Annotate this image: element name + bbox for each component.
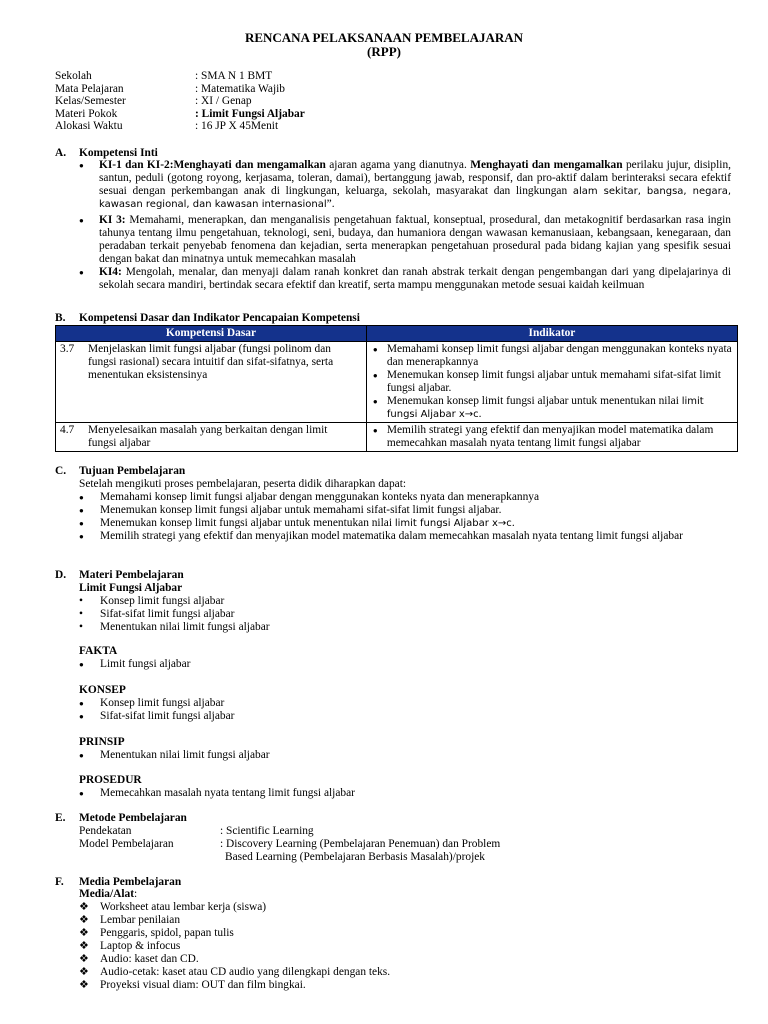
identity-row-alokasi: Alokasi Waktu : 16 JP X 45Menit [55,120,279,132]
ki-3-item: ● KI 3: Memahami, menerapkan, dan menganalisis pengetahuan faktual, konseptual, prosedural, dan metakognitif berdasarkan rasa ingin tahunya tentang ilmu pengetahuan, teknologi, seni, budaya, dan humaniora dengan wawasan kemanusiaan, kebangsaan, kenegaraan, dan peradaban terkait penyebab fenomena dan kejadian, serta menerapkan pengetahuan prosedural pada bidang kajian yang spesifik sesuai dengan bakat dan minatnya untuk memecahkan masalah [79,214,731,266]
list-item: ● Menentukan nilai limit fungsi aljabar [79,749,739,762]
materi-subhead: Limit Fungsi Aljabar [79,582,183,594]
media-block [79,888,739,992]
list-item: ● Memilih strategi yang efektif dan menyajikan model matematika dalam memecahkan masalah nyata tentang limit fungsi aljabar [79,530,739,543]
list-item: ❖ Laptop & infocus [79,940,739,953]
list-item: • Sifat-sifat limit fungsi aljabar [79,608,739,621]
section-d-heading: D. Materi Pembelajaran [55,569,184,581]
metode-row-model-cont: Based Learning (Pembelajaran Berbasis Masalah)/projek [225,851,485,863]
list-item: ❖ Worksheet atau lembar kerja (siswa) [79,901,739,914]
section-c-heading: C. Tujuan Pembelajaran [55,465,186,477]
list-item: • Menentukan nilai limit fungsi aljabar [79,621,739,634]
prinsip-heading: PRINSIP [79,736,125,748]
kd-indikator-table [55,325,738,452]
ki-1-2-item: ● KI-1 dan KI-2:Menghayati dan mengamalkan ajaran agama yang dianutnya. Menghayati dan mengamalkan perilaku jujur, disiplin, santun, peduli (gotong royong, kerjasama, toleran, damai), bertanggung jawab, responsif, dan pro-aktif dalam berinteraksi secara efektif sesuai dengan perkembangan anak di lingkungan, keluarga, sekolah, masyarakat dan lingkungan alam sekitar, bangsa, negara, kawasan regional, dan kawasan internasional”. [79,159,731,211]
indikator-item: ● Menemukan konsep limit fungsi aljabar untuk menentukan nilai limit fungsi Aljabar x→c. [371,395,733,421]
metode-row-model: Model Pembelajaran : Discovery Learning (Pembelajaran Penemuan) dan Problem [79,838,501,850]
table-row [56,342,738,423]
table-row [56,423,738,452]
fakta-block [79,645,739,671]
identity-row-materi: Materi Pokok : Limit Fungsi Aljabar [55,107,305,120]
metode-row-pendekatan: Pendekatan : Scientific Learning [79,825,314,837]
identity-block [55,70,305,133]
kd-cell: 3.7 Menjelaskan limit fungsi aljabar (fungsi polinom dan fungsi rasional) secara intuitif dan sifat-sifatnya, serta menentukan eksistensinya [56,342,367,423]
identity-row-sekolah: Sekolah : SMA N 1 BMT [55,70,273,82]
media-subhead: Media/Alat: [79,888,138,900]
prinsip-block [79,736,739,762]
section-e-heading: E. Metode Pembelajaran [55,812,187,824]
table-header-kd: Kompetensi Dasar [56,326,367,342]
list-item: ❖ Proyeksi visual diam: OUT dan film bingkai. [79,979,739,992]
tujuan-block [79,478,739,543]
list-item: ● Sifat-sifat limit fungsi aljabar [79,710,739,723]
indikator-cell [366,423,737,452]
list-item: ● Limit fungsi aljabar [79,658,739,671]
list-item: ● Konsep limit fungsi aljabar [79,697,739,710]
list-item: ❖ Lembar penilaian [79,914,739,927]
fakta-heading: FAKTA [79,645,118,657]
metode-block [79,825,739,864]
prosedur-heading: PROSEDUR [79,774,142,786]
section-a-heading: A. Kompetensi Inti [55,147,158,159]
document-title: RENCANA PELAKSANAAN PEMBELAJARAN [244,30,524,45]
indikator-cell [366,342,737,423]
konsep-heading: KONSEP [79,684,126,696]
list-item: ● Menemukan konsep limit fungsi aljabar untuk menentukan nilai limit fungsi Aljabar x→c. [79,517,739,530]
document-subtitle: (RPP) [367,44,401,59]
table-header-row [56,326,738,342]
materi-block [79,582,739,634]
indikator-item: ● Memahami konsep limit fungsi aljabar dengan menggunakan konteks nyata dan menerapkannya [371,343,733,369]
indikator-item: ● Menemukan konsep limit fungsi aljabar untuk memahami sifat-sifat limit fungsi aljabar. [371,369,733,395]
tujuan-intro: Setelah mengikuti proses pembelajaran, peserta didik diharapkan dapat: [79,478,407,490]
section-b-heading: B. Kompetensi Dasar dan Indikator Pencapaian Kompetensi [55,312,360,324]
list-item: ● Memecahkan masalah nyata tentang limit fungsi aljabar [79,787,739,800]
list-item: ❖ Penggaris, spidol, papan tulis [79,927,739,940]
kompetensi-inti-list [79,159,731,292]
list-item: ❖ Audio: kaset dan CD. [79,953,739,966]
identity-row-mapel: Mata Pelajaran : Matematika Wajib [55,82,285,95]
table-header-indikator: Indikator [366,326,737,342]
list-item: • Konsep limit fungsi aljabar [79,595,739,608]
indikator-item: ● Memilih strategi yang efektif dan menyajikan model matematika dalam memecahkan masalah nyata tentang limit fungsi aljabar [371,424,733,450]
section-f-heading: F. Media Pembelajaran [55,876,182,888]
prosedur-block [79,774,739,800]
list-item: ● Menemukan konsep limit fungsi aljabar untuk memahami sifat-sifat limit fungsi aljabar. [79,504,739,517]
konsep-block [79,684,739,723]
identity-row-kelas: Kelas/Semester : XI / Genap [55,95,252,107]
list-item: ❖ Audio-cetak: kaset atau CD audio yang dilengkapi dengan teks. [79,966,739,979]
list-item: ● Memahami konsep limit fungsi aljabar dengan menggunakan konteks nyata dan menerapkannya [79,491,739,504]
ki-4-item: ● KI4: Mengolah, menalar, dan menyaji dalam ranah konkret dan ranah abstrak terkait dengan pengembangan dari yang dipelajarinya di sekolah secara mandiri, bertindak secara efektif dan kreatif, serta mampu menggunakan metode sesuai kaidah keilmuan [79,266,731,292]
kd-cell: 4.7 Menyelesaikan masalah yang berkaitan dengan limit fungsi aljabar [56,423,367,452]
